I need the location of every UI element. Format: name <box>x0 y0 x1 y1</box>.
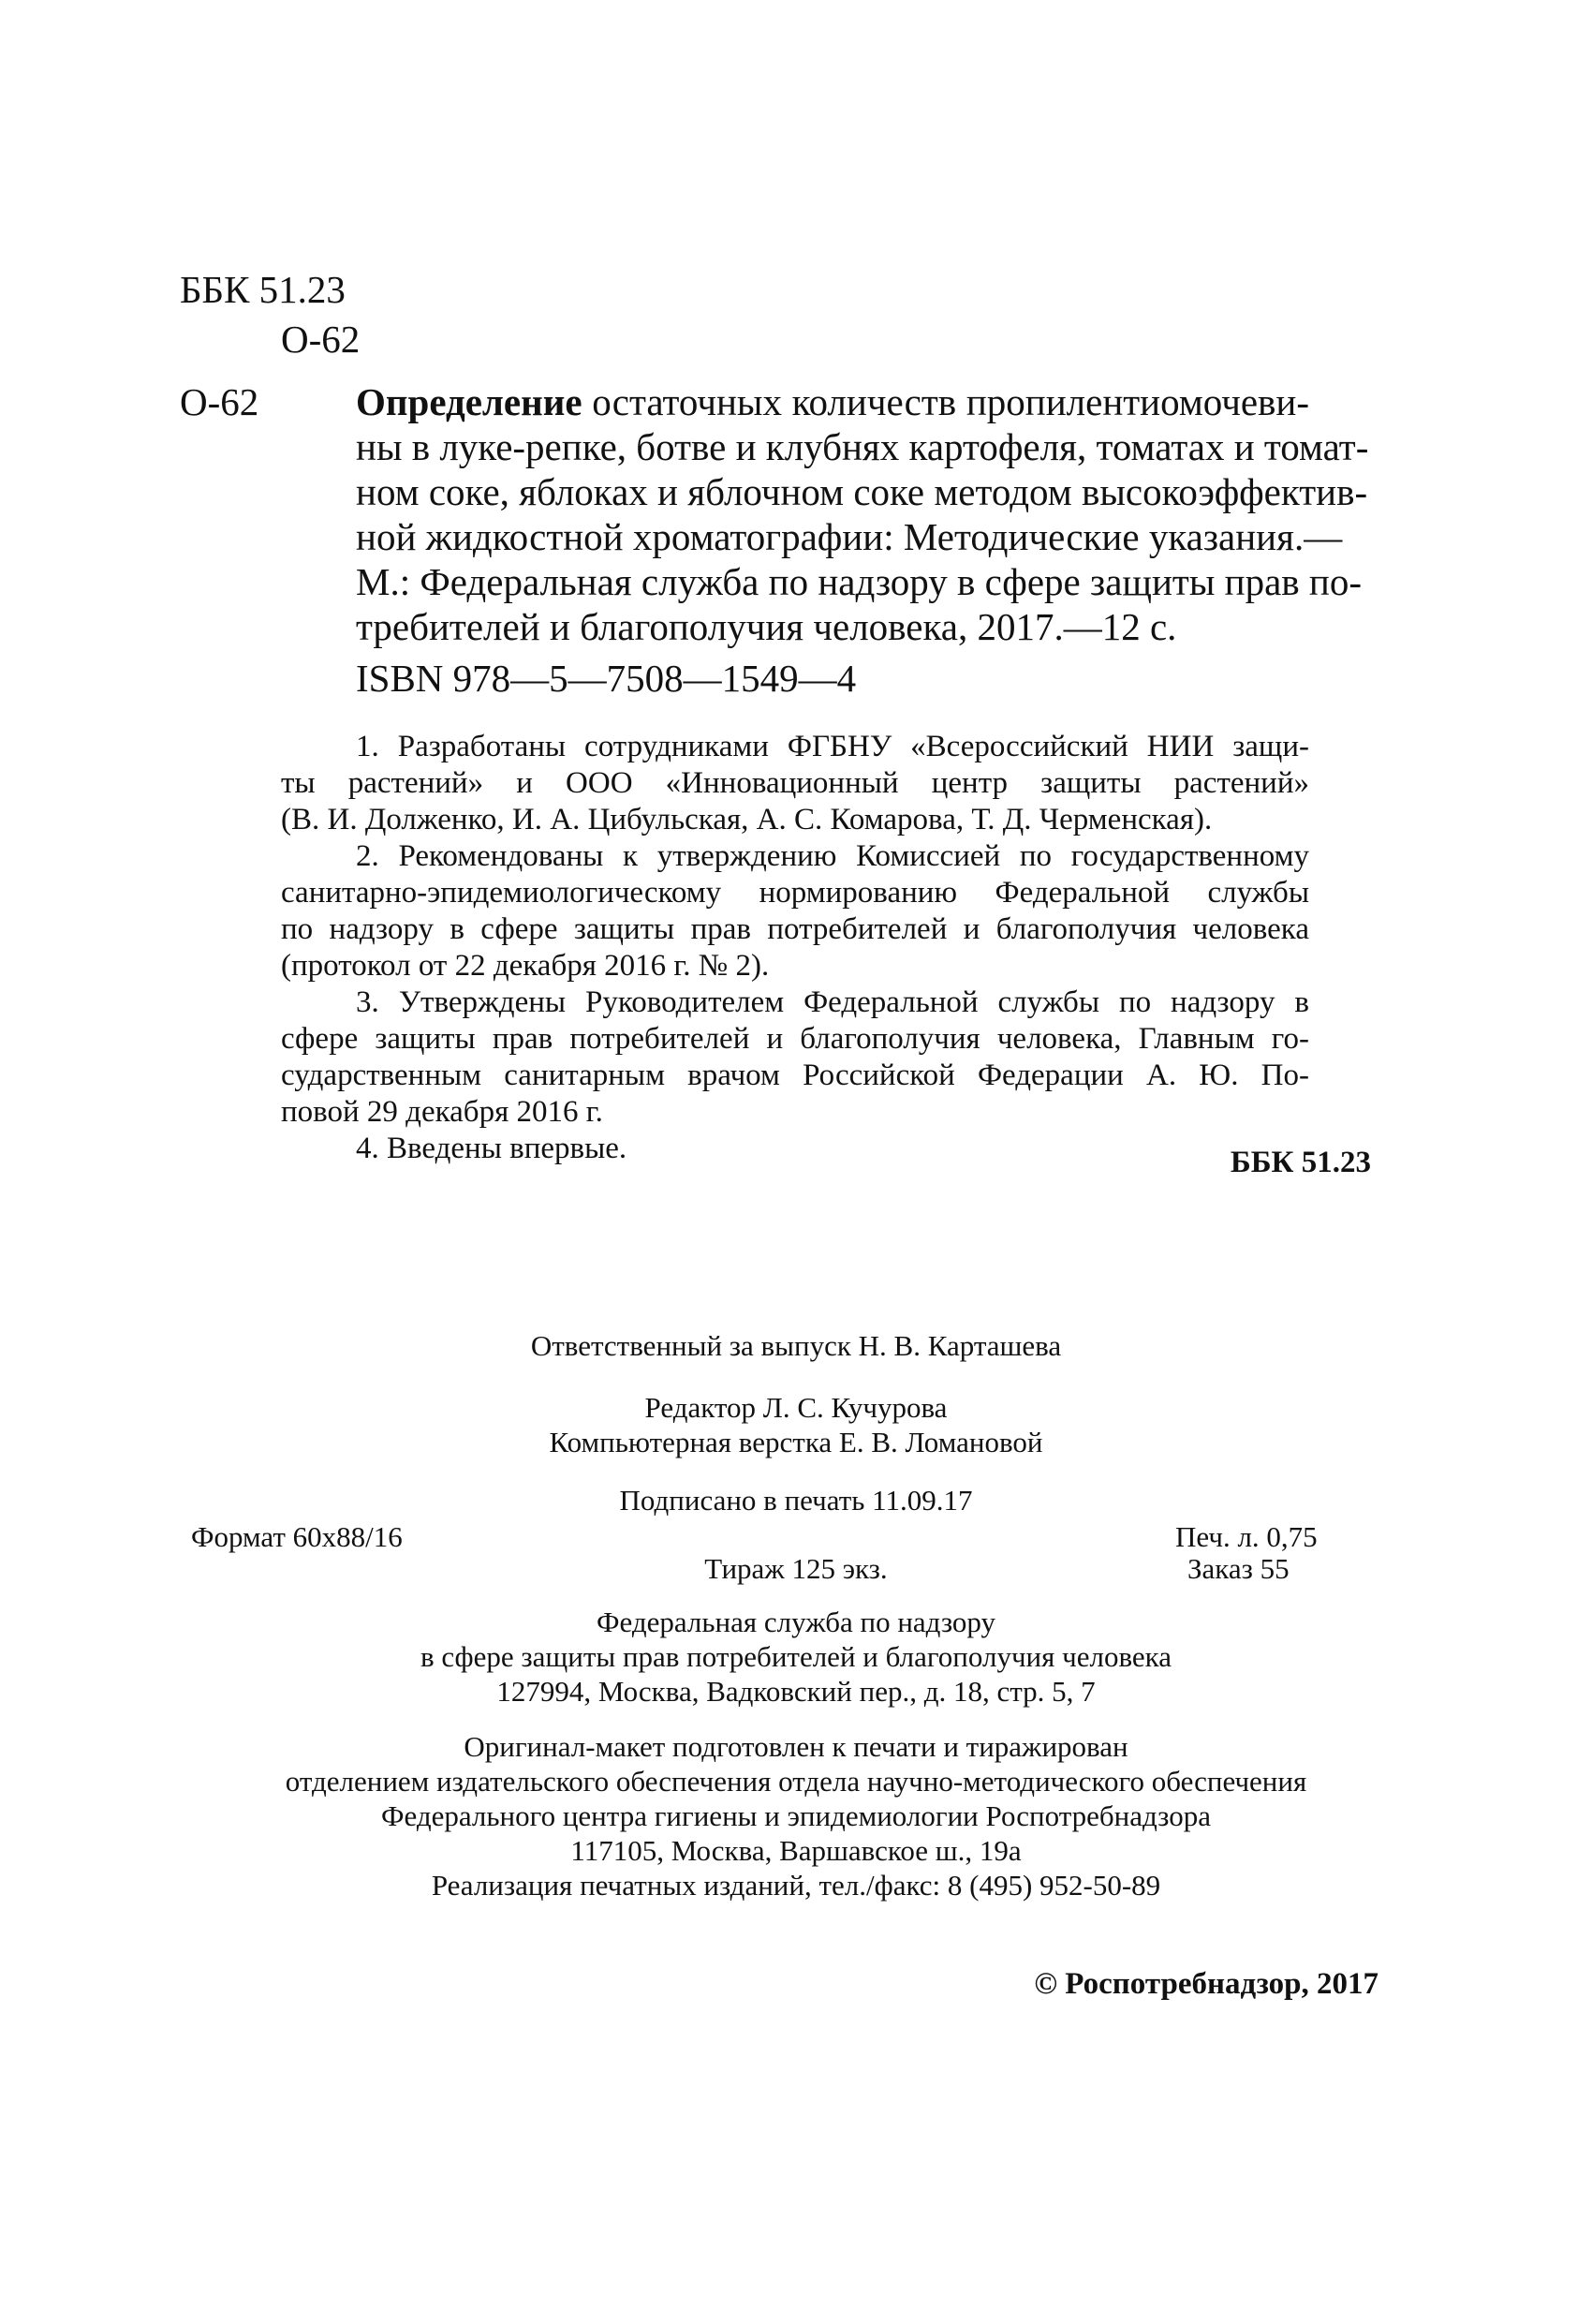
publisher-line: в сфере защиты прав потребителей и благополучия человека <box>420 1640 1172 1673</box>
printed-sheets: Печ. л. 0,75 <box>1175 1520 1318 1553</box>
description-title-bold: Определение <box>356 380 582 423</box>
description-line-4: ной жидкостной хроматографии: Методические указания.— <box>356 515 1343 558</box>
info-line: повой 29 декабря 2016 г. <box>281 1095 603 1129</box>
author-code-left: О-62 <box>180 380 259 423</box>
description-line-1-text: остаточных количеств пропилентиомочеви- <box>582 380 1309 423</box>
info-line: (протокол от 22 декабря 2016 г. № 2). <box>281 949 770 983</box>
printer-line: Федерального центра гигиены и эпидемиологии Роспотребнадзора <box>381 1799 1211 1832</box>
description-line-6: требителей и благополучия человека, 2017.—12 с. <box>356 605 1177 648</box>
info-line: (В. И. Долженко, И. А. Цибульская, А. С. Комарова, Т. Д. Черменская). <box>281 803 1213 836</box>
info-line: 3. Утверждены Руководителем Федеральной службы по надзору в <box>356 985 1309 1019</box>
order-number: Заказ 55 <box>1187 1552 1290 1585</box>
bbk-index-bottom: ББК 51.23 <box>1230 1146 1371 1179</box>
description-line-5: М.: Федеральная служба по надзору в сфере защиты прав по- <box>356 560 1362 603</box>
bbk-index-top: ББК 51.23 <box>180 268 346 311</box>
author-code-top: О-62 <box>281 318 361 361</box>
sales-contact: Реализация печатных изданий, тел./факс: 8 (495) 952-50-89 <box>431 1869 1161 1902</box>
description-line-1 <box>356 379 1309 424</box>
bibliographic-description <box>356 379 1369 649</box>
isbn: ISBN 978—5—7508—1549—4 <box>356 657 857 700</box>
description-line-2: ны в луке-репке, ботве и клубнях картофеля, томатах и томат- <box>356 425 1369 468</box>
copyright: © Роспотребнадзор, 2017 <box>1034 1967 1378 2001</box>
printer-line: Оригинал-макет подготовлен к печати и тиражирован <box>464 1730 1128 1763</box>
info-line: 1. Разработаны сотрудниками ФГБНУ «Всероссийский НИИ защи- <box>356 730 1309 763</box>
info-line: по надзору в сфере защиты прав потребителей и благополучия человека <box>281 912 1309 946</box>
editor: Редактор Л. С. Кучурова <box>644 1391 948 1424</box>
responsible-for-release: Ответственный за выпуск Н. В. Карташева <box>530 1329 1062 1362</box>
info-line: сфере защиты прав потребителей и благополучия человека, Главным го- <box>281 1022 1309 1056</box>
info-item-3 <box>281 984 1309 1131</box>
paper-format: Формат 60х88/16 <box>191 1520 403 1553</box>
info-line: ты растений» и ООО «Инновационный центр защиты растений» <box>281 766 1309 800</box>
info-item-2 <box>281 838 1309 984</box>
publisher-address: 127994, Москва, Вадковский пер., д. 18, стр. 5, 7 <box>496 1675 1096 1708</box>
publisher-line: Федеральная служба по надзору <box>597 1606 995 1638</box>
printer-address: 117105, Москва, Варшавское ш., 19а <box>570 1834 1022 1867</box>
info-line: санитарно-эпидемиологическому нормированию Федеральной службы <box>281 876 1309 910</box>
computer-layout: Компьютерная верстка Е. В. Ломановой <box>549 1426 1043 1458</box>
info-line: сударственным санитарным врачом Российской Федерации А. Ю. По- <box>281 1058 1309 1092</box>
info-line: 2. Рекомендованы к утверждению Комиссией по государственному <box>356 839 1309 873</box>
info-item-1 <box>281 729 1309 838</box>
info-line: 4. Введены впервые. <box>356 1132 627 1165</box>
info-item-4 <box>281 1131 1309 1167</box>
circulation: Тираж 125 экз. <box>704 1552 888 1585</box>
printer-line: отделением издательского обеспечения отдела научно-методического обеспечения <box>285 1765 1307 1798</box>
signed-to-print: Подписано в печать 11.09.17 <box>619 1484 973 1517</box>
description-line-3: ном соке, яблоках и яблочном соке методом высокоэффектив- <box>356 470 1368 513</box>
